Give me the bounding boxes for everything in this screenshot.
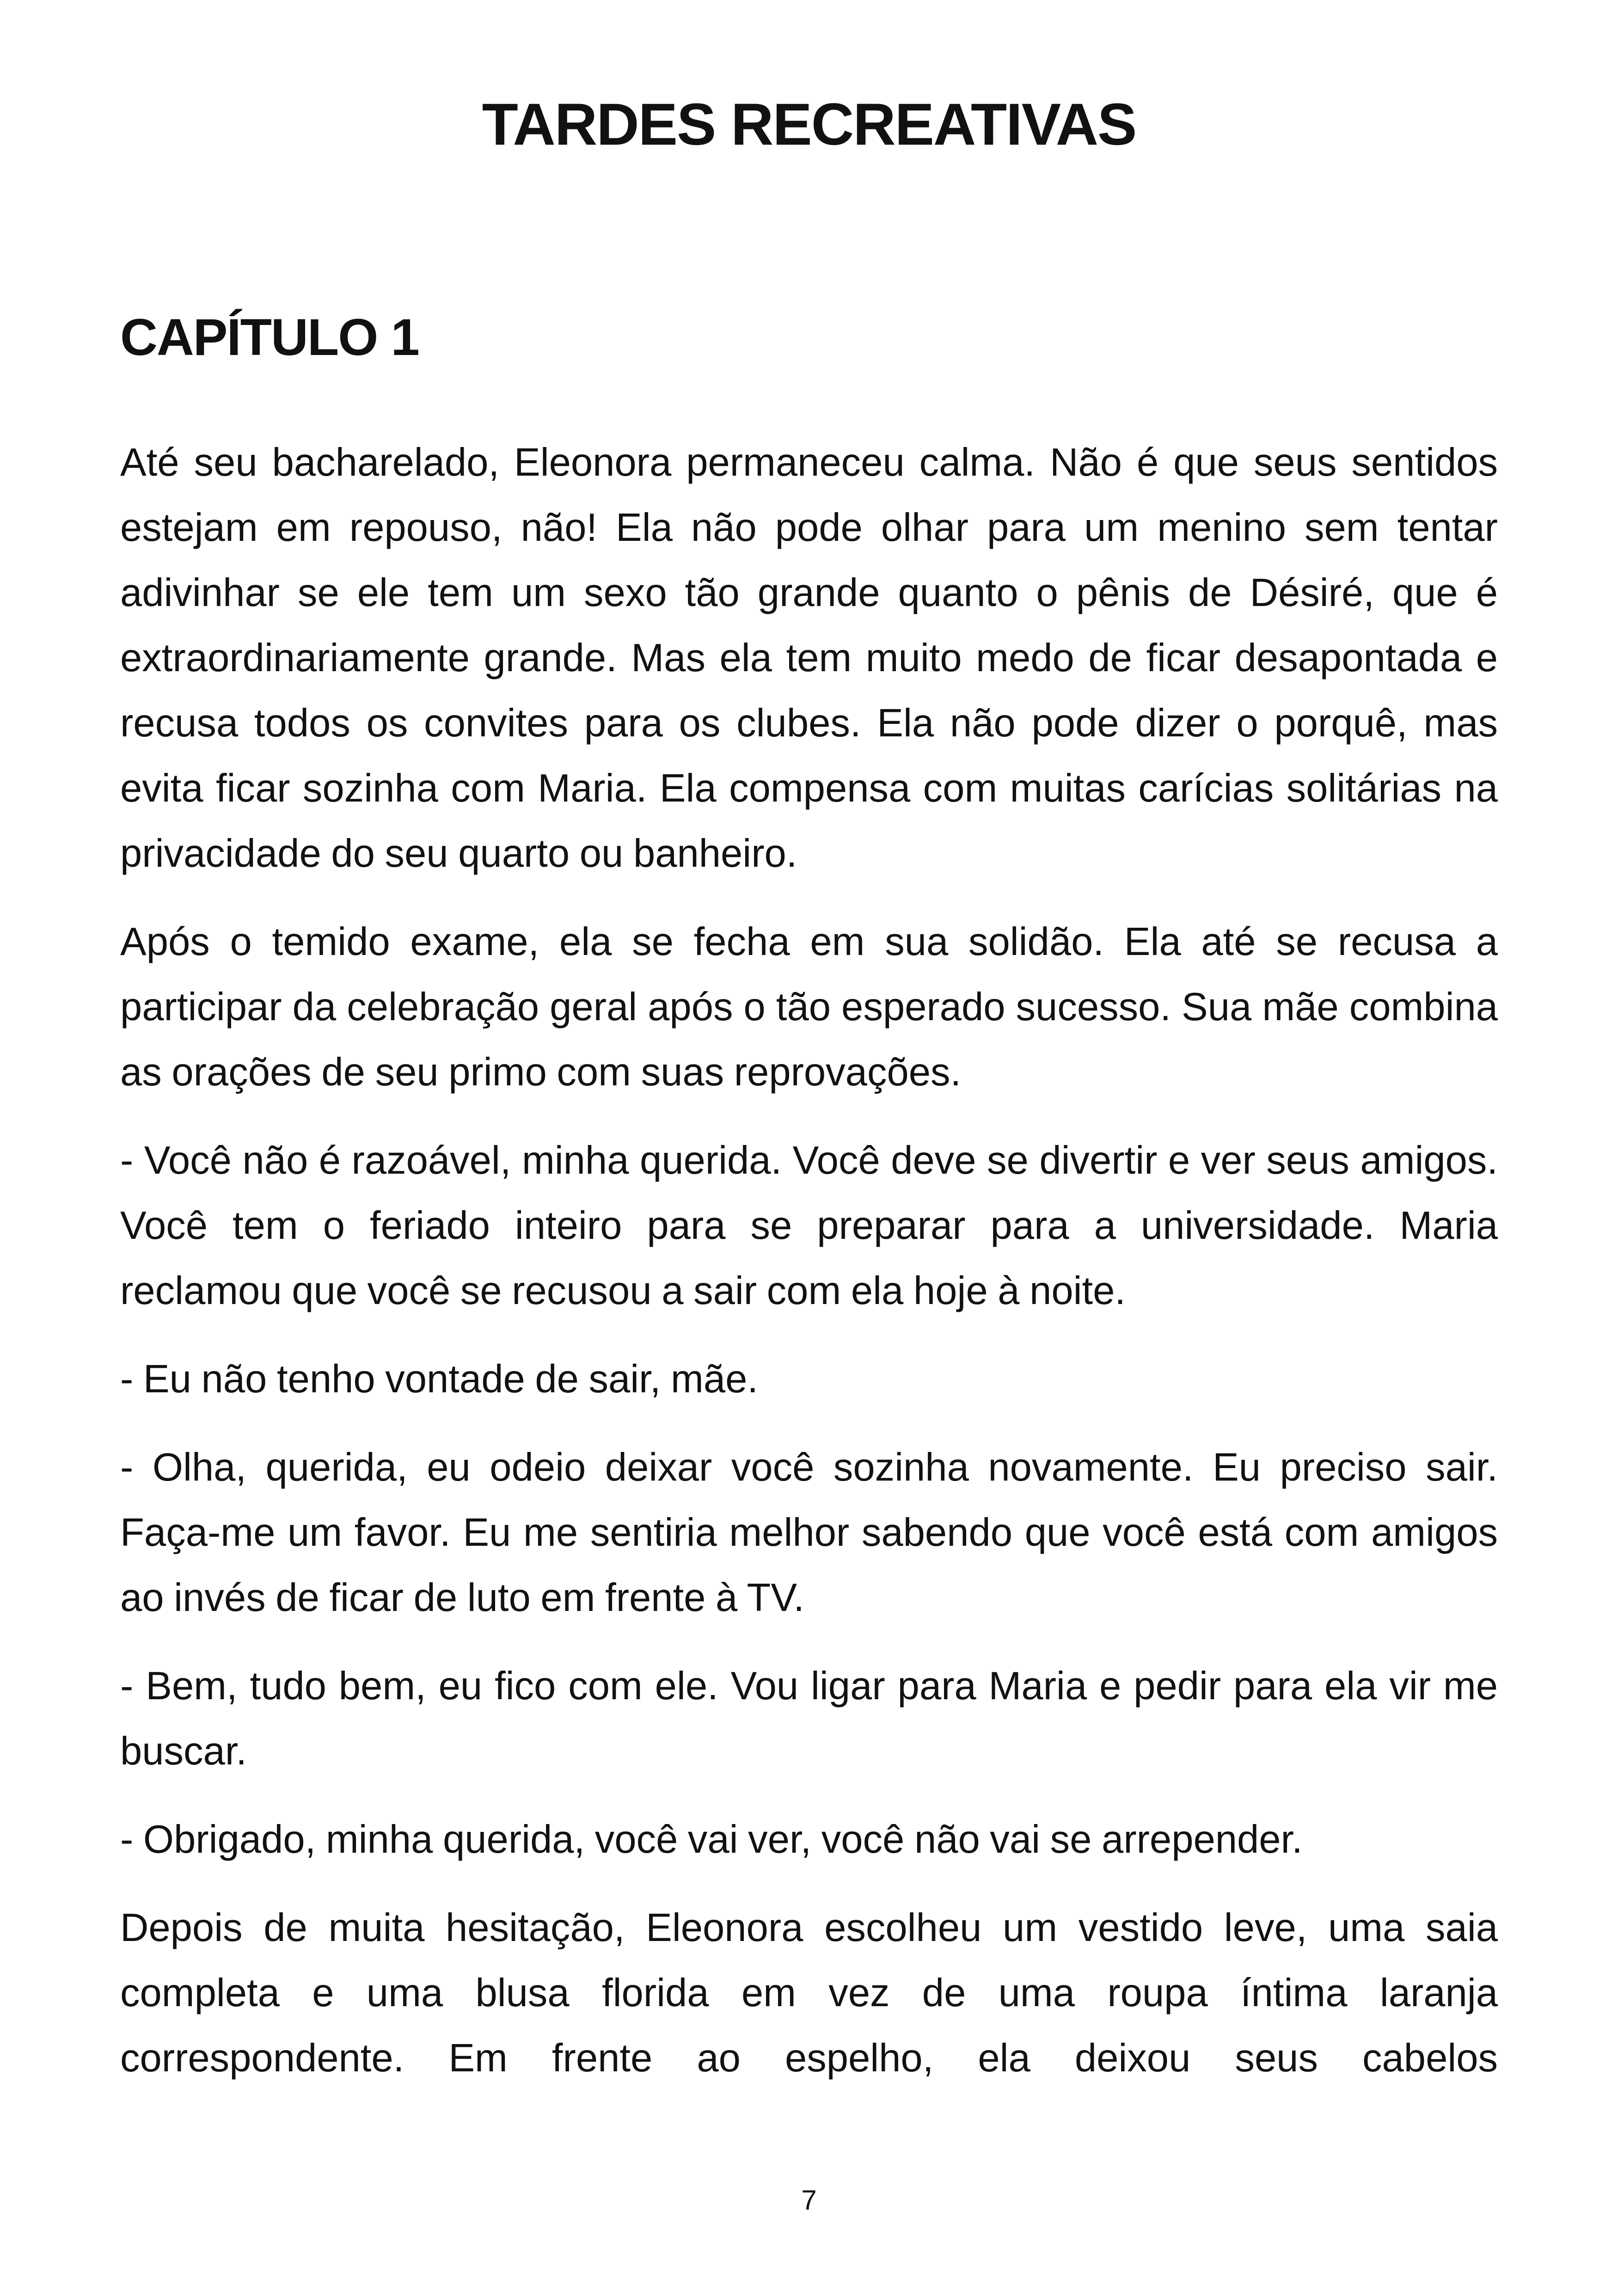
dialogue-paragraph: - Eu não tenho vontade de sair, mãe. — [120, 1357, 758, 1401]
dialogue-paragraph: - Bem, tudo bem, eu fico com ele. Vou ligar para Maria e pedir para ela vir me buscar. — [120, 1664, 1498, 1773]
chapter-body — [120, 430, 1498, 2114]
paragraph: Até seu bacharelado, Eleonora permaneceu calma. Não é que seus sentidos estejam em repouso, não! Ela não pode olhar para um menino sem tentar adivinhar se ele tem um sexo tão grande quanto o pênis de Désiré, que é extraordinariamente grande. Mas ela tem muito medo de ficar desapontada e recusa todos os convites para os clubes. Ela não pode dizer o porquê, mas evita ficar sozinha com Maria. Ela compensa com muitas carícias solitárias na privacidade do seu quarto ou banheiro. — [120, 441, 1498, 876]
paragraph: Após o temido exame, ela se fecha em sua solidão. Ela até se recusa a participar da celebração geral após o tão esperado sucesso. Sua mãe combina as orações de seu primo com suas reprovações. — [120, 920, 1498, 1094]
chapter-heading: CAPÍTULO 1 — [120, 308, 419, 366]
book-title: TARDES RECREATIVAS — [482, 92, 1136, 158]
dialogue-paragraph: - Você não é razoável, minha querida. Você deve se divertir e ver seus amigos. Você tem o feriado inteiro para se preparar para a universidade. Maria reclamou que você se recusou a sair com ela hoje à noite. — [120, 1139, 1498, 1313]
paragraph: Depois de muita hesitação, Eleonora escolheu um vestido leve, uma saia completa e uma blusa florida em vez de uma roupa íntima laranja correspondente. Em frente ao espelho, ela deixou seus cabelos — [120, 1906, 1498, 2080]
page-number: 7 — [801, 2185, 817, 2216]
dialogue-paragraph: - Olha, querida, eu odeio deixar você sozinha novamente. Eu preciso sair. Faça-me um favor. Eu me sentiria melhor sabendo que você está com amigos ao invés de ficar de luto em frente à TV. — [120, 1445, 1498, 1620]
dialogue-paragraph: - Obrigado, minha querida, você vai ver, você não vai se arrepender. — [120, 1818, 1303, 1861]
